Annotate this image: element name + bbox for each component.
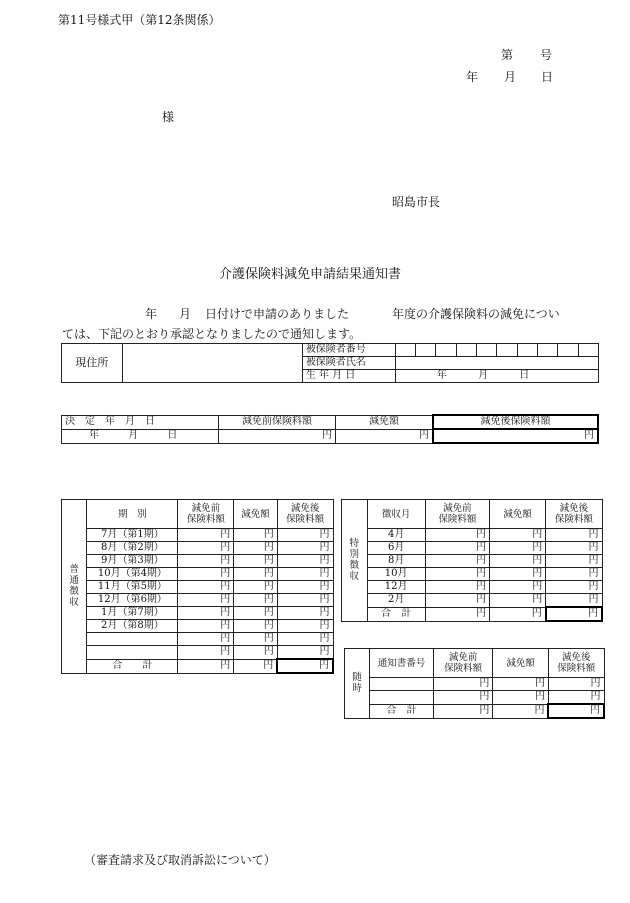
decision-year: 年 — [89, 430, 99, 441]
reduction-cell[interactable]: 円 — [234, 594, 278, 607]
special-total-before[interactable]: 円 — [425, 607, 489, 621]
period-cell: 2月（第8期） — [87, 620, 178, 633]
insured-number-digit[interactable] — [537, 344, 557, 357]
after-cell[interactable]: 円 — [546, 555, 602, 568]
ordinary-side-label: 普 通 徴 収 — [62, 500, 87, 674]
insured-number-digit[interactable] — [436, 344, 456, 357]
period-header: 期 別 — [87, 500, 178, 529]
after-amount-value[interactable]: 円 — [433, 429, 598, 443]
before-cell[interactable]: 円 — [425, 529, 489, 542]
insured-number-digit[interactable] — [456, 344, 476, 357]
insured-number-digit[interactable] — [416, 344, 436, 357]
before-cell[interactable]: 円 — [425, 581, 489, 594]
date-month: 月 — [504, 70, 517, 84]
insured-number-digit[interactable] — [395, 344, 415, 357]
period-cell: 1月（第7期） — [87, 607, 178, 620]
reduction-cell[interactable]: 円 — [493, 691, 549, 705]
decision-month: 月 — [128, 430, 139, 441]
period-cell: 8月（第2期） — [87, 542, 178, 555]
adhoc-after-header: 減免後 保険料額 — [548, 649, 604, 678]
month-cell: 4月 — [367, 529, 425, 542]
before-amount-value[interactable]: 円 — [219, 429, 336, 443]
reduction-cell[interactable]: 円 — [490, 542, 546, 555]
month-cell: 6月 — [367, 542, 425, 555]
date-day: 日 — [541, 70, 554, 84]
reduction-cell[interactable]: 円 — [490, 529, 546, 542]
period-cell: 12月（第6期） — [87, 594, 178, 607]
month-cell: 10月 — [367, 568, 425, 581]
period-cell: 7月（第1期） — [87, 529, 178, 542]
before-cell[interactable]: 円 — [178, 646, 234, 660]
before-cell[interactable]: 円 — [178, 529, 234, 542]
after-amount-label: 減免後保険料額 — [433, 415, 598, 429]
period-cell: 10月（第4期） — [87, 568, 178, 581]
ordinary-total-before[interactable]: 円 — [178, 659, 234, 673]
after-cell[interactable]: 円 — [277, 607, 333, 620]
ordinary-collection-table — [61, 499, 334, 674]
birth-year: 年 — [436, 370, 447, 381]
after-cell[interactable]: 円 — [546, 542, 602, 555]
after-cell[interactable]: 円 — [548, 691, 604, 705]
insured-number-digit[interactable] — [517, 344, 537, 357]
special-total-after[interactable]: 円 — [546, 607, 602, 621]
adhoc-total-before[interactable]: 円 — [433, 704, 493, 718]
reduction-cell[interactable]: 円 — [234, 568, 278, 581]
before-cell[interactable]: 円 — [178, 633, 234, 646]
date-year: 年 — [466, 70, 479, 84]
reduction-amount-label: 減免額 — [336, 415, 434, 429]
reduction-cell[interactable]: 円 — [490, 555, 546, 568]
recipient-sama: 様 — [162, 110, 175, 124]
before-cell[interactable]: 円 — [178, 555, 234, 568]
number-dai: 第 — [501, 48, 514, 62]
insured-number-label: 被保険者番号 — [302, 344, 395, 357]
ordinary-reduction-header: 減免額 — [234, 500, 278, 529]
adhoc-total-reduction[interactable]: 円 — [493, 704, 549, 718]
adhoc-collection-table — [344, 648, 605, 719]
ordinary-total-reduction[interactable]: 円 — [234, 659, 278, 673]
month-cell: 8月 — [367, 555, 425, 568]
after-cell[interactable]: 円 — [277, 568, 333, 581]
adhoc-side-label: 随 時 — [345, 649, 370, 719]
body-month: 月 — [179, 307, 192, 321]
reduction-cell[interactable]: 円 — [234, 646, 278, 660]
insured-number-digit[interactable] — [558, 344, 578, 357]
ordinary-after-header: 減免後 保険料額 — [277, 500, 333, 529]
after-cell[interactable]: 円 — [548, 678, 604, 691]
reduction-cell[interactable]: 円 — [490, 581, 546, 594]
special-side-label: 特 別 徴 収 — [342, 500, 368, 622]
period-cell — [87, 633, 178, 646]
before-cell[interactable]: 円 — [425, 542, 489, 555]
after-cell[interactable]: 円 — [546, 568, 602, 581]
after-cell[interactable]: 円 — [277, 555, 333, 568]
after-cell[interactable]: 円 — [277, 529, 333, 542]
before-cell[interactable]: 円 — [178, 594, 234, 607]
insured-name-value[interactable] — [395, 357, 598, 370]
reduction-cell[interactable]: 円 — [234, 542, 278, 555]
special-collection-table — [341, 499, 603, 622]
special-before-header: 減免前 保険料額 — [425, 500, 489, 529]
period-cell — [87, 646, 178, 660]
before-cell[interactable]: 円 — [425, 568, 489, 581]
decision-date-value[interactable] — [62, 429, 219, 443]
body-year: 年 — [145, 307, 158, 321]
adhoc-before-header: 減免前 保険料額 — [433, 649, 493, 678]
after-cell[interactable]: 円 — [277, 542, 333, 555]
after-cell[interactable]: 円 — [277, 620, 333, 633]
before-cell[interactable]: 円 — [425, 594, 489, 608]
ordinary-total-label: 合 計 — [87, 659, 178, 673]
mayor: 昭島市長 — [392, 195, 441, 209]
page-title: 介護保険料減免申請結果通知書 — [219, 267, 402, 282]
special-reduction-header: 減免額 — [490, 500, 546, 529]
special-after-header: 減免後 保険料額 — [546, 500, 602, 529]
after-cell[interactable]: 円 — [546, 529, 602, 542]
after-cell[interactable]: 円 — [546, 581, 602, 594]
body-text-1: 日付けで申請のありました — [205, 307, 350, 321]
before-cell[interactable]: 円 — [178, 607, 234, 620]
before-amount-label: 減免前保険料額 — [219, 415, 336, 429]
reduction-cell[interactable]: 円 — [234, 607, 278, 620]
before-cell[interactable]: 円 — [178, 568, 234, 581]
before-cell[interactable]: 円 — [425, 555, 489, 568]
adhoc-total-after[interactable]: 円 — [548, 704, 604, 718]
decision-table — [61, 414, 599, 444]
birth-day: 日 — [519, 370, 530, 381]
before-cell[interactable]: 円 — [178, 620, 234, 633]
insured-number-digit[interactable] — [497, 344, 517, 357]
number-go: 号 — [540, 48, 553, 62]
reduction-cell[interactable]: 円 — [234, 529, 278, 542]
reduction-cell[interactable]: 円 — [234, 581, 278, 594]
period-cell: 9月（第3期） — [87, 555, 178, 568]
appeal-note: （審査請求及び取消訴訟について） — [84, 853, 276, 867]
reduction-cell[interactable]: 円 — [234, 620, 278, 633]
reduction-cell[interactable]: 円 — [490, 594, 546, 608]
notice-number-cell[interactable] — [370, 678, 434, 691]
insured-name-label: 被保険者氏名 — [302, 357, 395, 370]
ordinary-total-after[interactable]: 円 — [277, 659, 333, 673]
address-value[interactable] — [122, 344, 302, 383]
form-code: 第11号様式甲（第12条関係） — [58, 13, 221, 27]
before-cell[interactable]: 円 — [178, 542, 234, 555]
adhoc-total-label: 合 計 — [370, 704, 434, 718]
before-cell[interactable]: 円 — [178, 581, 234, 594]
body-text-2: 年度の介護保険料の減免につい — [392, 307, 560, 321]
birthdate-label: 生 年 月 日 — [302, 370, 395, 383]
special-total-reduction[interactable]: 円 — [490, 607, 546, 621]
reduction-cell[interactable]: 円 — [493, 678, 549, 691]
after-cell[interactable]: 円 — [277, 594, 333, 607]
before-cell[interactable]: 円 — [433, 678, 493, 691]
decision-date-label: 決 定 年 月 日 — [62, 415, 219, 429]
reduction-amount-value[interactable]: 円 — [336, 429, 434, 443]
notice-number-cell[interactable] — [370, 691, 434, 705]
after-cell[interactable]: 円 — [277, 633, 333, 646]
decision-day: 日 — [167, 430, 178, 441]
ordinary-before-header: 減免前 保険料額 — [178, 500, 234, 529]
before-cell[interactable]: 円 — [433, 691, 493, 705]
after-cell[interactable]: 円 — [277, 646, 333, 660]
adhoc-reduction-header: 減免額 — [493, 649, 549, 678]
insured-table — [61, 343, 599, 383]
month-cell: 12月 — [367, 581, 425, 594]
insured-number-digit[interactable] — [578, 344, 598, 357]
birthdate-value[interactable] — [395, 370, 598, 383]
address-label: 現住所 — [62, 344, 123, 383]
special-total-label: 合 計 — [367, 607, 425, 621]
month-cell: 2月 — [367, 594, 425, 608]
reduction-cell[interactable]: 円 — [234, 555, 278, 568]
after-cell[interactable]: 円 — [546, 594, 602, 608]
month-header: 徴収月 — [367, 500, 425, 529]
notice-number-header: 通知書番号 — [370, 649, 434, 678]
insured-number-digit[interactable] — [477, 344, 497, 357]
reduction-cell[interactable]: 円 — [490, 568, 546, 581]
body-text-3: ては、下記のとおり承認となりましたので通知します。 — [62, 327, 362, 341]
reduction-cell[interactable]: 円 — [234, 633, 278, 646]
period-cell: 11月（第5期） — [87, 581, 178, 594]
after-cell[interactable]: 円 — [277, 581, 333, 594]
birth-month: 月 — [478, 370, 489, 381]
